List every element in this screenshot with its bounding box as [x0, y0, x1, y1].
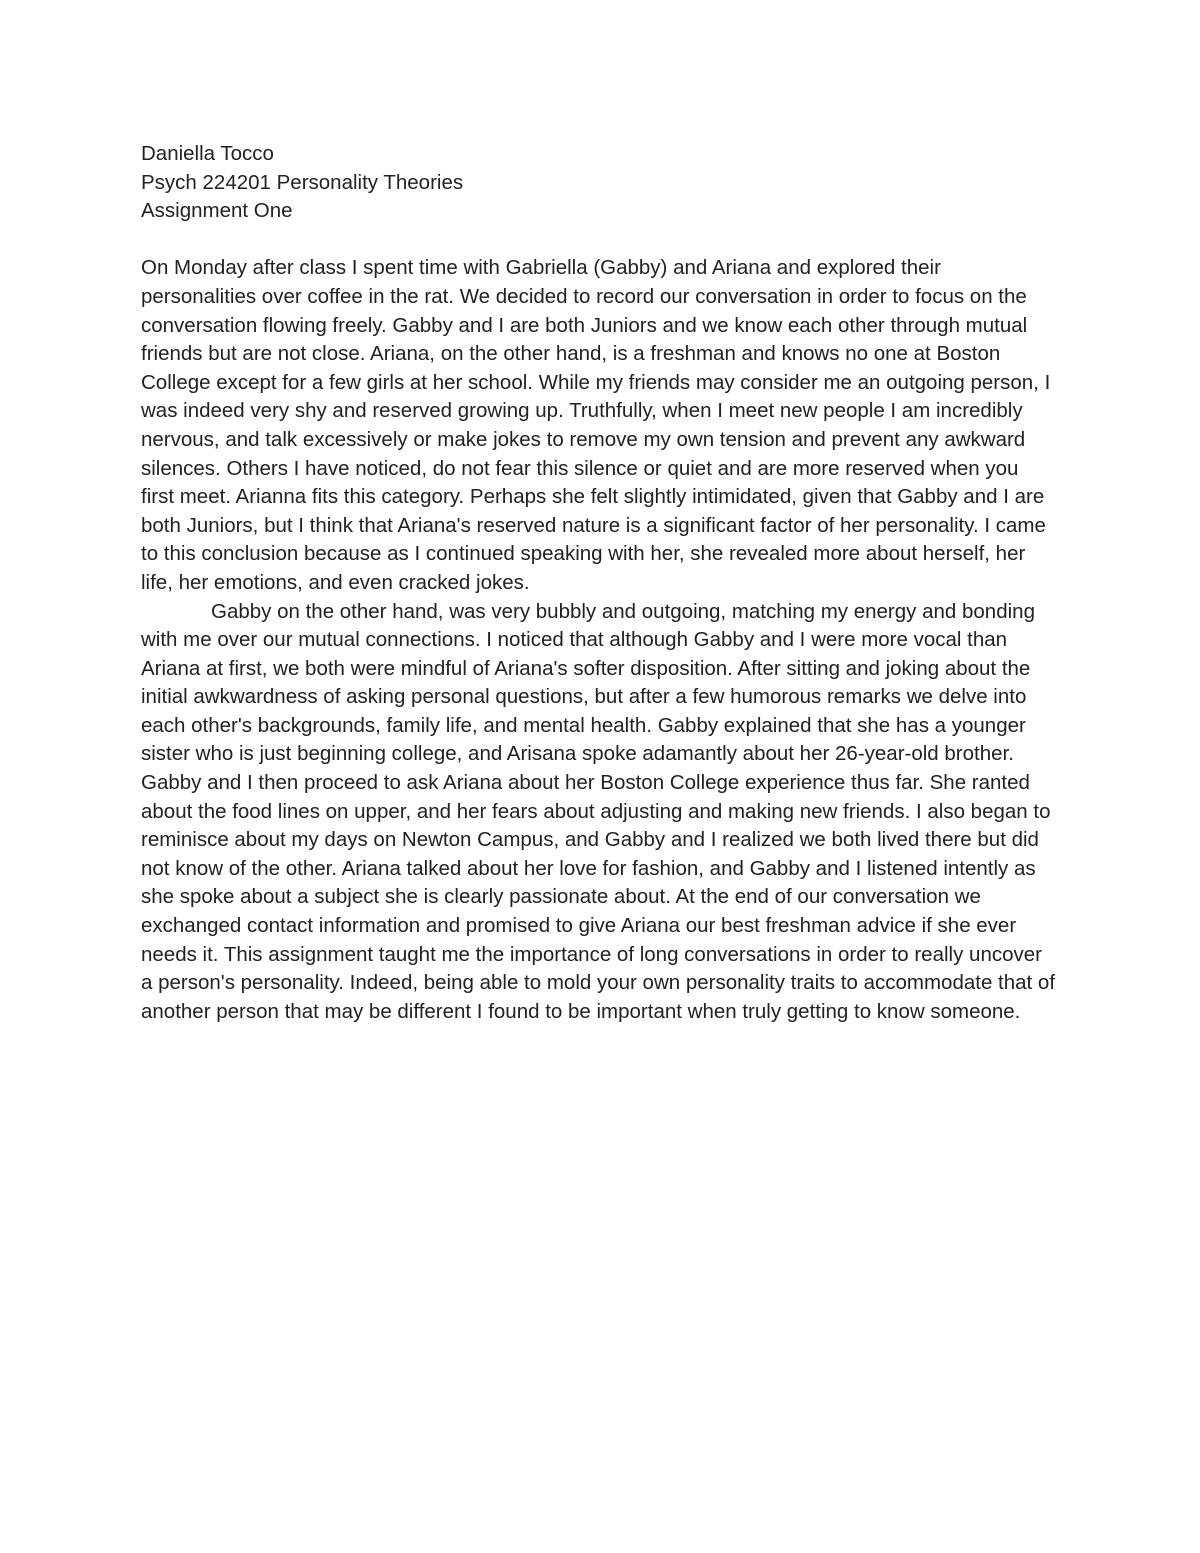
assignment-title: Assignment One: [141, 199, 293, 223]
header-spacer: [141, 226, 1056, 255]
document-content: [141, 140, 1056, 1026]
course-title: Psych 224201 Personality Theories: [141, 170, 464, 194]
author-name: Daniella Tocco: [141, 142, 274, 165]
body-paragraph-1: On Monday after class I spent time with Gabriella (Gabby) and Ariana and explored their personalities over coffee in the rat. We decided to record our conversation in order to focus on the conversation flowing freely. Gabby and I are both Juniors and we know each other through mutual friends but are not close. Ariana, on the other hand, is a freshman and knows no one at Boston College except for a few girls at her school. While my friends may consider me an outgoing person, I was indeed very shy and reserved growing up. Truthfully, when I meet new people I am incredibly nervous, and talk excessively or make jokes to remove my own tension and prevent any awkward silences. Others I have noticed, do not fear this silence or quiet and are more reserved when you first meet. Arianna fits this category. Perhaps she felt slightly intimidated, given that Gabby and I are both Juniors, but I think that Ariana's reserved nature is a significant factor of her personality. I came to this conclusion because as I continued speaking with her, she revealed more about herself, her life, her emotions, and even cracked jokes.: [141, 256, 1051, 594]
body-paragraph-2: Gabby on the other hand, was very bubbly and outgoing, matching my energy and bonding with me over our mutual connections. I noticed that although Gabby and I were more vocal than Ariana at first, we both were mindful of Ariana's softer disposition. After sitting and joking about the initial awkwardness of asking personal questions, but after a few humorous remarks we delve into each other's backgrounds, family life, and mental health. Gabby explained that she has a younger sister who is just beginning college, and Arisana spoke adamantly about her 26-year-old brother. Gabby and I then proceed to ask Ariana about her Boston College experience thus far. She ranted about the food lines on upper, and her fears about adjusting and making new friends. I also began to reminisce about my days on Newton Campus, and Gabby and I realized we both lived there but did not know of the other. Ariana talked about her love for fashion, and Gabby and I listened intently as she spoke about a subject she is clearly passionate about. At the end of our conversation we exchanged contact information and promised to give Ariana our best freshman advice if she ever needs it. This assignment taught me the importance of long conversations in order to really uncover a person's personality. Indeed, being able to mold your own personality traits to accommodate that of another person that may be different I found to be important when truly getting to know someone.: [141, 599, 1056, 1023]
